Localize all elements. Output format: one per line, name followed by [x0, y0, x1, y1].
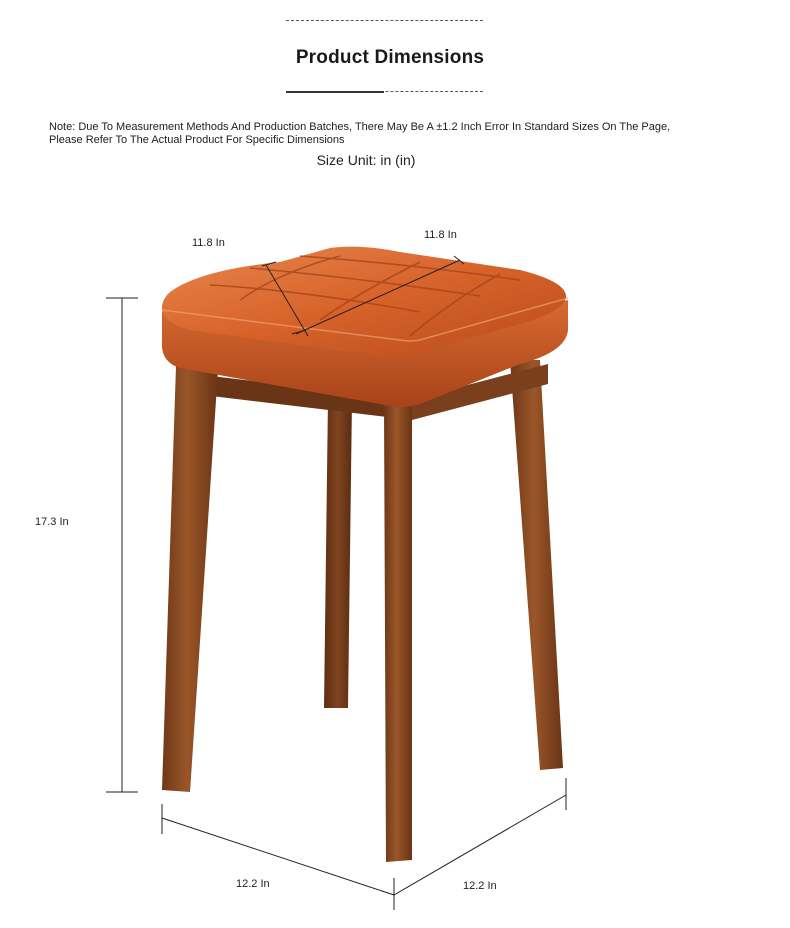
dimension-base-left: 12.2 In [236, 878, 270, 890]
measure-line-base-left [162, 818, 394, 895]
dimension-height: 17.3 In [35, 516, 69, 528]
dimension-top-right: 11.8 In [424, 229, 457, 241]
note-line-2: Please Refer To The Actual Product For Specific Dimensions [49, 134, 345, 146]
left-leg [162, 366, 218, 792]
note-line-1: Note: Due To Measurement Methods And Production Batches, There May Be A ±1.2 Inch Error In Standard Sizes On The Page, [49, 121, 671, 133]
dimension-base-right: 12.2 In [463, 880, 497, 892]
dimension-top-left: 11.8 In [192, 237, 225, 249]
front-leg [384, 404, 412, 862]
size-unit-label: Size Unit: in (in) [316, 152, 416, 168]
back-leg [324, 398, 352, 708]
page-title: Product Dimensions [295, 47, 485, 68]
right-leg [510, 360, 563, 770]
